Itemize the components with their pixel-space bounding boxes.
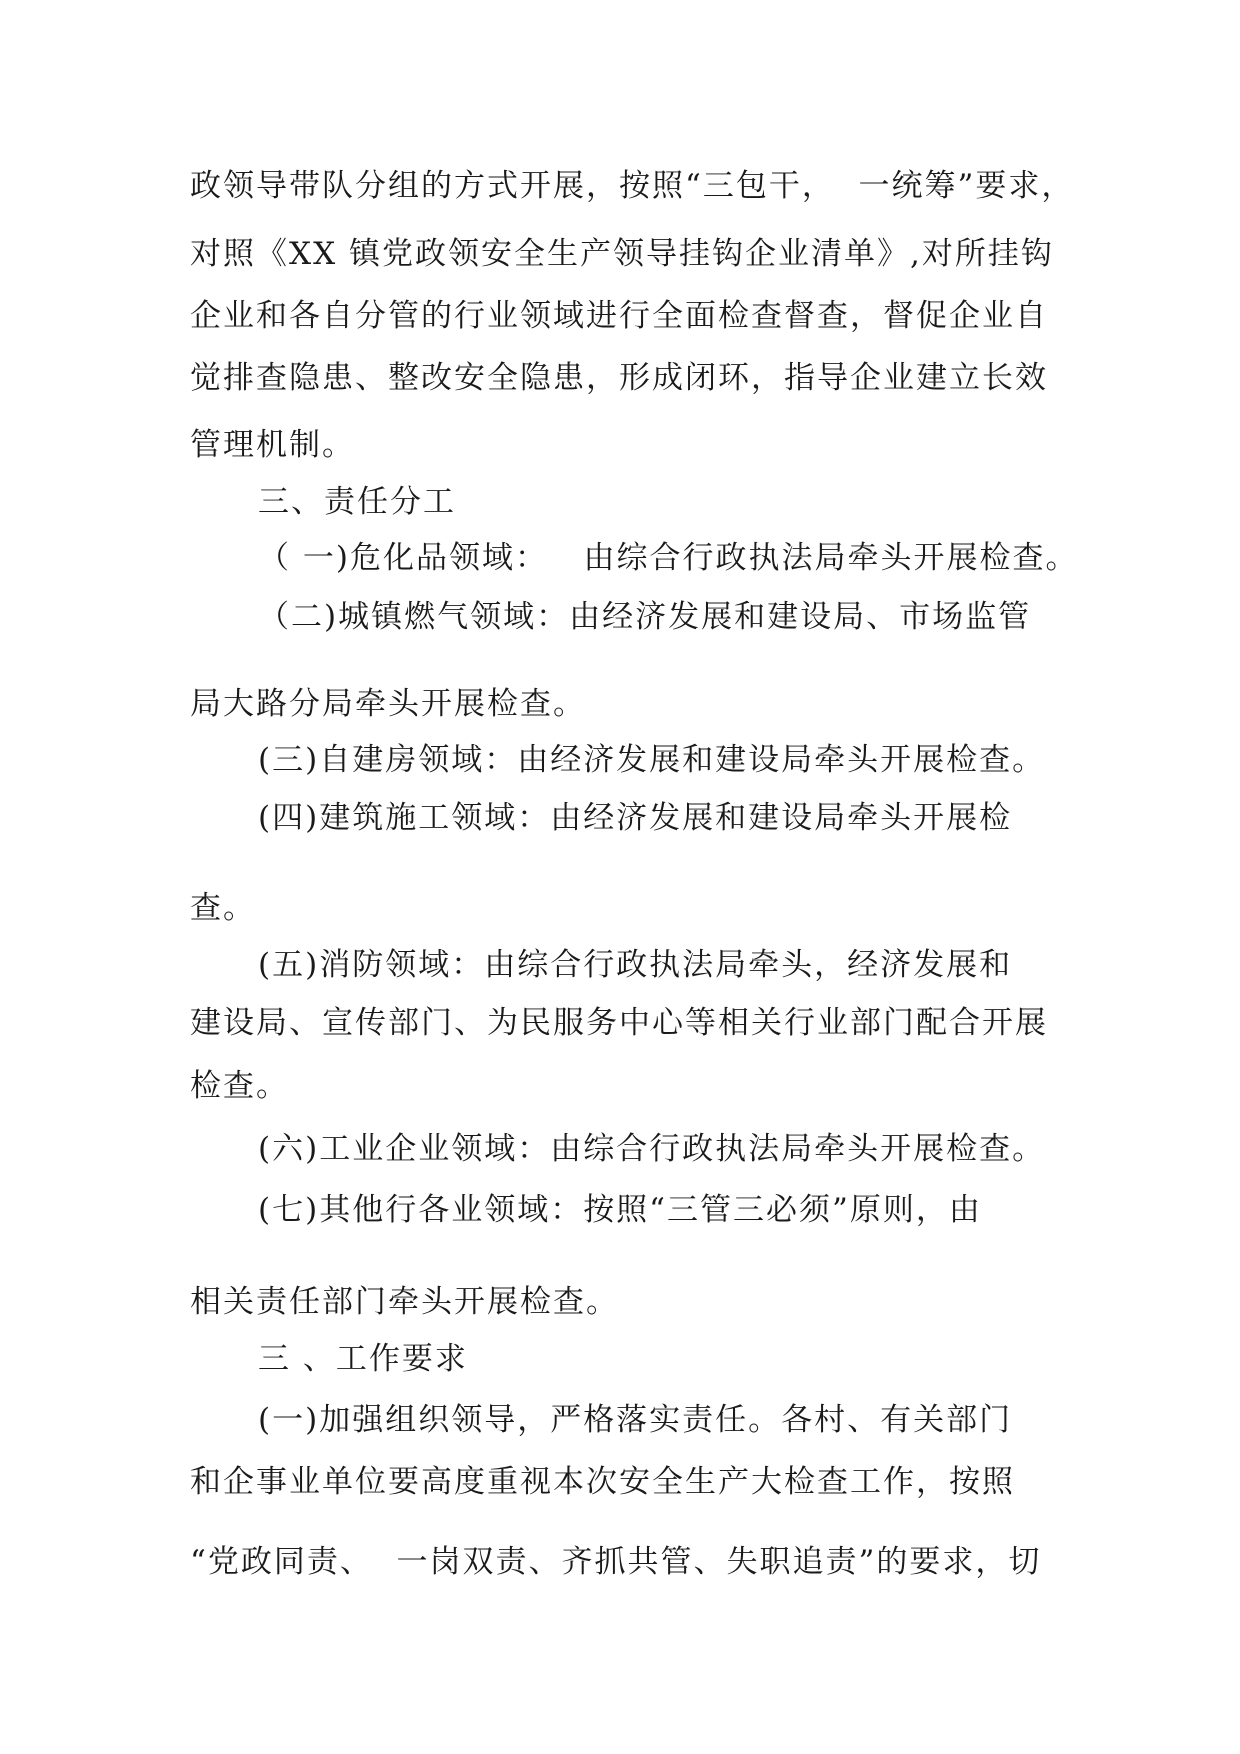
text-line: （二)城镇燃气领域：由经济发展和建设局、市场监管: [258, 599, 1032, 635]
section-heading: 三 、工作要求: [258, 1341, 468, 1377]
text-line: “党政同责、 一岗双责、齐抓共管、失职追责”的要求，切: [190, 1544, 1042, 1580]
section-heading: 三、责任分工: [258, 484, 456, 520]
text-line: (五)消防领域：由综合行政执法局牵头，经济发展和: [258, 947, 1013, 983]
text-line: 检查。: [190, 1068, 289, 1104]
text-line: 觉排查隐患、整改安全隐患，形成闭环，指导企业建立长效: [190, 360, 1048, 396]
text-line: 相关责任部门牵头开展检查。: [190, 1284, 619, 1320]
text-line: 和企事业单位要高度重视本次安全生产大检查工作，按照: [190, 1464, 1015, 1500]
text-line: 查。: [190, 890, 256, 926]
text-line: (三)自建房领域：由经济发展和建设局牵头开展检查。: [258, 742, 1046, 778]
text-line: (四)建筑施工领域：由经济发展和建设局牵头开展检: [258, 800, 1013, 836]
text-line: (六)工业企业领域：由综合行政执法局牵头开展检查。: [258, 1131, 1046, 1167]
text-line: 建设局、宣传部门、为民服务中心等相关行业部门配合开展: [190, 1005, 1048, 1041]
text-line: 局大路分局牵头开展检查。: [190, 686, 586, 722]
text-line: 企业和各自分管的行业领域进行全面检查督查，督促企业自: [190, 298, 1048, 334]
text-line: 政领导带队分组的方式开展，按照“三包干， 一统筹”要求，: [190, 168, 1075, 204]
text-line: (七)其他行各业领域：按照“三管三必须”原则，由: [258, 1192, 982, 1228]
text-line: （ 一)危化品领域： 由综合行政执法局牵头开展检查。: [258, 540, 1079, 576]
text-line: 管理机制。: [190, 427, 355, 463]
text-line: (一)加强组织领导，严格落实责任。各村、有关部门: [258, 1402, 1013, 1438]
text-line: 对照《XX 镇党政领安全生产领导挂钩企业清单》,对所挂钩: [190, 236, 1054, 272]
